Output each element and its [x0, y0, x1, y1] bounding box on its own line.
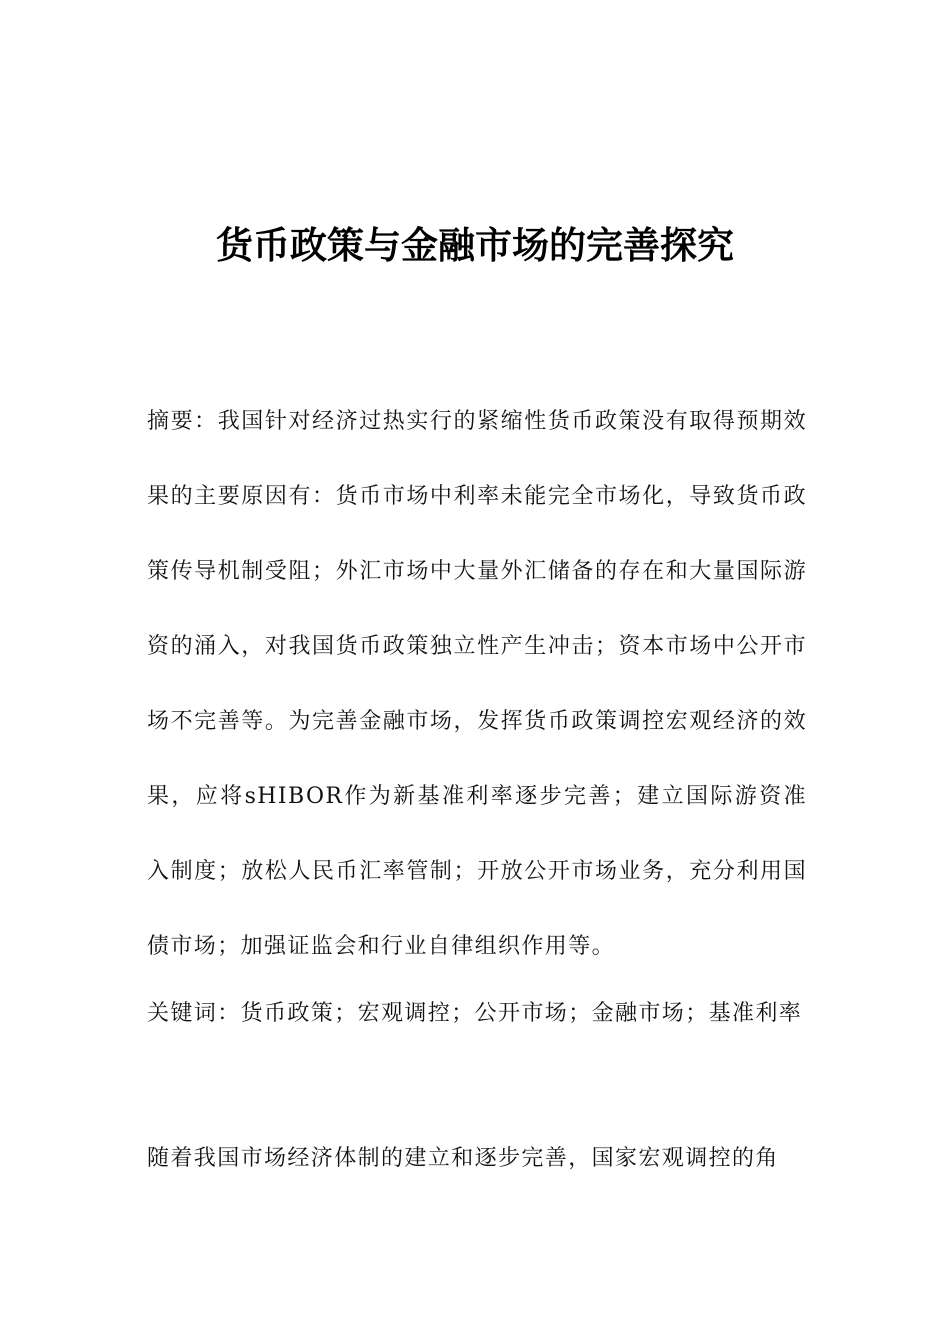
abstract-paragraph: 摘要：我国针对经济过热实行的紧缩性货币政策没有取得预期效果的主要原因有：货币市场中利率未能完全市场化，导致货币政策传导机制受阻；外汇市场中大量外汇储备的存在和大量国际游资的涌入，对我国货币政策独立性产生冲击；资本市场中公开市场不完善等。为完善金融市场，发挥货币政策调控宏观经济的效果，应将sHIBOR作为新基准利率逐步完善；建立国际游资准入制度；放松人民币汇率管制；开放公开市场业务，充分利用国债市场；加强证监会和行业自律组织作用等。 — [147, 409, 807, 959]
keywords-paragraph: 关键词：货币政策；宏观调控；公开市场；金融市场；基准利率 — [147, 1001, 803, 1026]
intro-paragraph: 随着我国市场经济体制的建立和逐步完善，国家宏观调控的角 — [147, 1146, 779, 1171]
document-title: 货币政策与金融市场的完善探究 — [216, 224, 734, 267]
